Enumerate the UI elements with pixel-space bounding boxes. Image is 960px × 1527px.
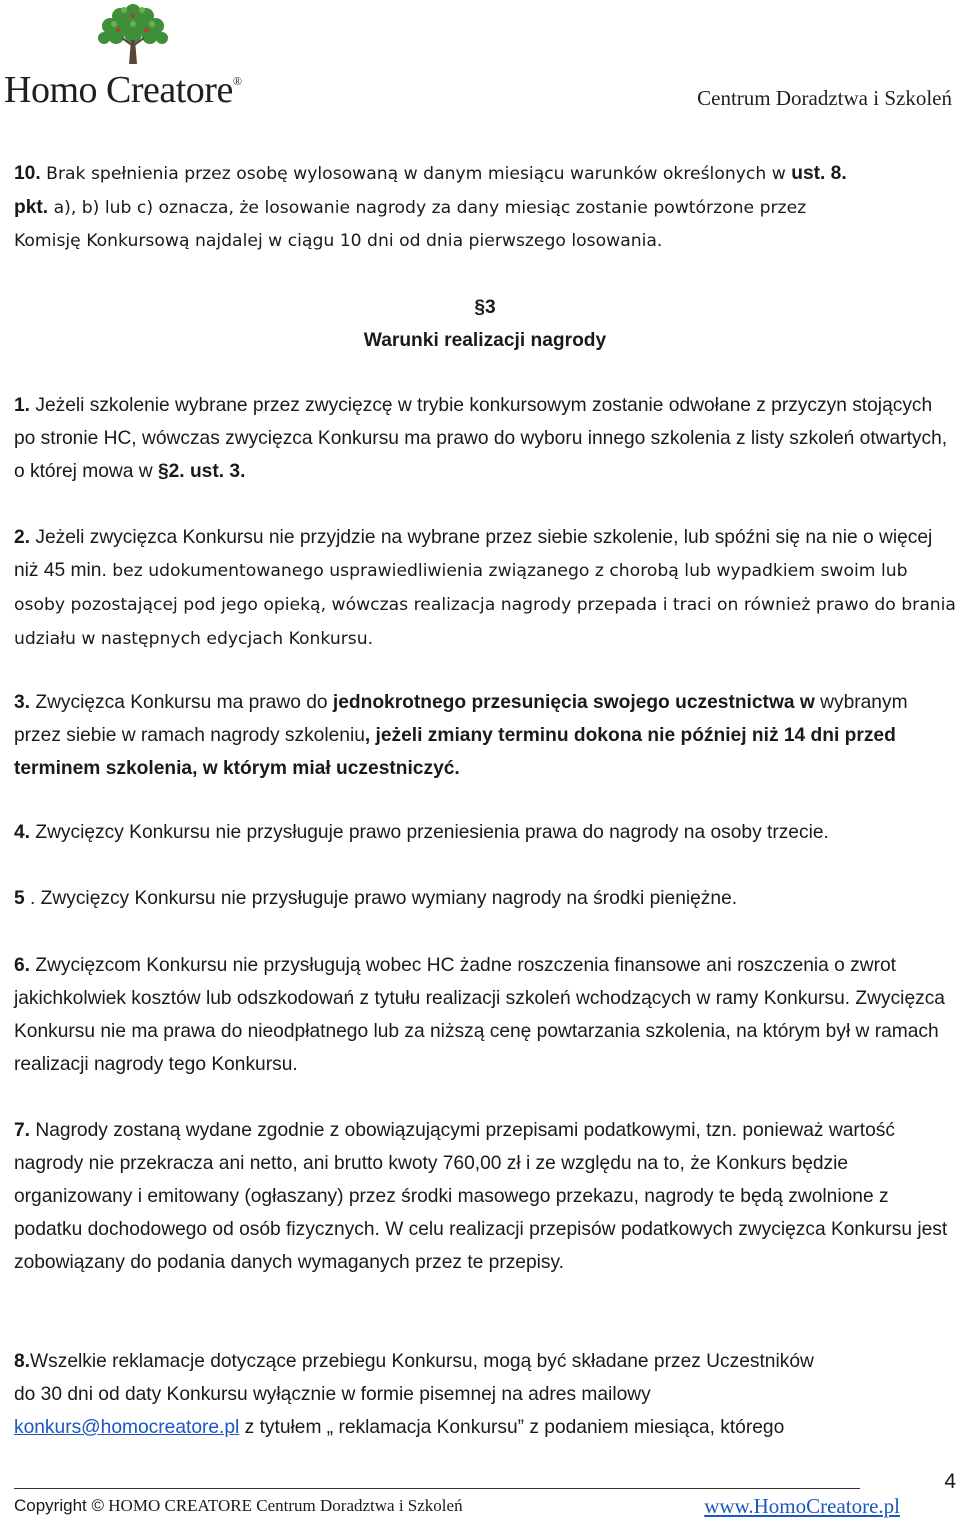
footer-divider — [14, 1488, 860, 1489]
item-number: 10. — [14, 163, 41, 184]
footer-company: HOMO CREATORE Centrum Doradztwa i Szkoleń — [104, 1496, 463, 1515]
item-number: 2. — [14, 527, 31, 548]
item-2: 2. Jeżeli zwycięzca Konkursu nie przyjdzie na wybrane przez siebie szkolenie, lub spóźni się na nie o więcej niż 45 min. bez udokumentowanego usprawiedliwienia związanego z chorobą lub wypadkiem swoim lub osoby pozostającej pod jego opieką, wówczas realizacja nagrody przepada i traci on również prawo do brania udziału w następnych edycjach Konkursu. — [14, 527, 956, 649]
item-4: 4. Zwycięzcy Konkursu nie przysługuje prawo przeniesienia prawa do nagrody na osoby trzecie. — [14, 822, 829, 843]
item-number: 7. — [14, 1120, 31, 1141]
section-number: §3 — [474, 297, 496, 318]
item-8: 8.Wszelkie reklamacje dotyczące przebiegu Konkursu, mogą być składane przez Uczestników do 30 dni od daty Konkursu wyłącznie w formie pisemnej na adres mailowy konkurs@homocreatore.pl z tytułem „ reklamacja Konkursu” z podaniem miesiąca, którego — [14, 1351, 814, 1438]
item-number: 4. — [14, 822, 31, 843]
section-title: Warunki realizacji nagrody — [363, 330, 607, 351]
item-number: 6. — [14, 955, 31, 976]
item-3: 3. Zwycięzca Konkursu ma prawo do jednokrotnego przesunięcia swojego uczestnictwa w wybranym przez siebie w ramach nagrody szkoleniu, jeżeli zmiany terminu dokona nie później niż 14 dni przed terminem szkolenia, w którym miał uczestniczyć. — [14, 692, 908, 779]
company-logo — [4, 2, 274, 114]
logo-wordmark: Homo Creatore — [4, 69, 233, 111]
copyright-icon: © — [91, 1496, 105, 1515]
item-6: 6. Zwycięzcom Konkursu nie przysługują wobec HC żadne roszczenia finansowe ani roszczenia o zwrot jakichkolwiek kosztów lub odszkodowań z tytułu realizacji szkoleń wchodzących w ramy Konkursu. Zwycięzca Konkursu nie ma prawa do nieodpłatnego lub za niższą cenę powtarzania szkolenia, na którym był w ramach realizacji nagrody tego Konkursu. — [14, 955, 945, 1075]
item-number: 3. — [14, 692, 31, 713]
complaint-email-link[interactable]: konkurs@homocreatore.pl — [14, 1417, 240, 1438]
copyright-label: Copyright — [14, 1496, 87, 1515]
header-title: Centrum Doradztwa i Szkoleń — [697, 86, 952, 110]
section-heading — [14, 291, 956, 357]
item-number: 1. — [14, 395, 31, 416]
page-number: 4 — [944, 1470, 956, 1493]
reference: §2. ust. 3. — [157, 461, 246, 482]
item-number: 5 — [14, 888, 25, 909]
item-5: 5 . Zwycięzcy Konkursu nie przysługuje prawo wymiany nagrody na środki pieniężne. — [14, 888, 738, 909]
page-header — [0, 0, 960, 118]
item-number: 8. — [14, 1351, 31, 1372]
item-1: 1. Jeżeli szkolenie wybrane przez zwycięzcę w trybie konkursowym zostanie odwołane z przyczyn stojących po stronie HC, wówczas zwycięzca Konkursu ma prawo do wyboru innego szkolenia z listy szkoleń otwartych, o której mowa w §2. ust. 3. — [14, 395, 948, 482]
reference: ust. 8. — [791, 163, 847, 184]
website-link[interactable]: www.HomoCreatore.pl — [704, 1494, 900, 1518]
tree-logo-icon — [96, 2, 170, 68]
registered-mark: ® — [232, 74, 242, 88]
paragraph-10: 10. Brak spełnienia przez osobę wylosowaną w danym miesiącu warunków określonych w ust. 8. pkt. a), b) lub c) oznacza, że losowanie nagrody za dany miesiąc zostanie powtórzone przez Komisję Konkursową najdalej w ciągu 10 dni od dnia pierwszego losowania. — [14, 163, 847, 251]
item-7: 7. Nagrody zostaną wydane zgodnie z obowiązującymi przepisami podatkowymi, tzn. ponieważ wartość nagrody nie przekracza ani netto, ani brutto kwoty 760,00 zł i ze względu na to, że Konkurs będzie organizowany i emitowany (ogłaszany) przez środki masowego przekazu, nagrody te będą zwolnione z podatku dochodowego od osób fizycznych. W celu realizacji przepisów podatkowych zwycięzca Konkursu jest zobowiązany do podania danych wymaganych przez te przepisy. — [14, 1120, 948, 1273]
